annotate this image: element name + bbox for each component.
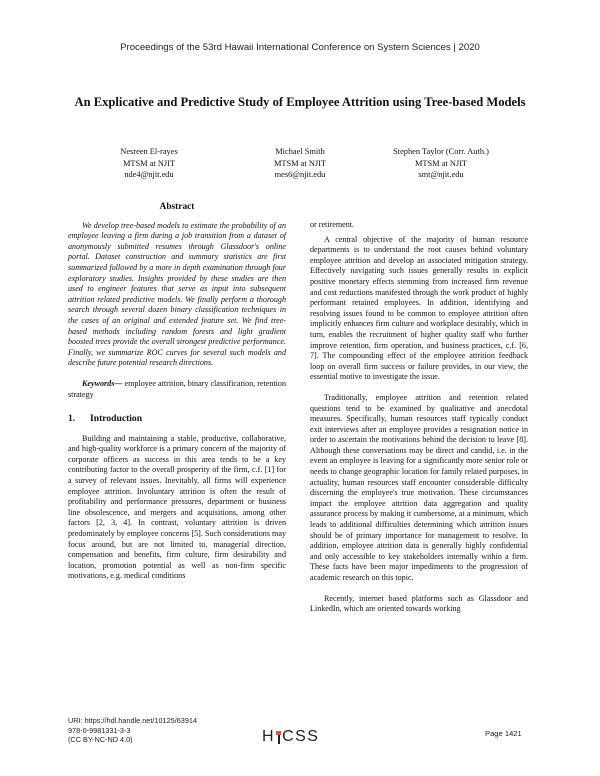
footer-isbn: 978-0-9981331-3-3 <box>68 725 131 735</box>
author-affiliation: MTSM at NJIT <box>414 158 468 168</box>
author-block-3 <box>366 146 516 181</box>
author-affiliation: MTSM at NJIT <box>273 158 327 168</box>
abstract-body <box>68 221 286 369</box>
author-affiliation: MTSM at NJIT <box>122 158 176 168</box>
author-name: Stephen Taylor (Corr. Auth.) <box>393 147 489 156</box>
keywords-label: Keywords— <box>82 378 123 388</box>
keywords-text: employee attrition, binary classification, retention strategy <box>68 378 287 399</box>
intro-paragraph-2: A central objective of the majority of human resource departments is to understand the root causes behind voluntary employee attrition and develop an associated mitigation strategy. Effectively navigating such issues generally results in explicit positive monetary effects stemming from increased firm revenue and cost reductions manifested through the work product of highly performant retained employees. In addition, identifying and resolving issues found to be common to employee attrition often implicitly enhances firm culture and workplace desirably, which in turn, enables the recruitment of higher quality staff who further improve retention, firm operation, and business practices, c.f. [6, 7]. The compounding effect of the employee attrition feedback loop on overall firm success or failure provides, in our view, the essential motive to investigate the issue. <box>310 234 528 382</box>
author-block-1 <box>74 146 224 181</box>
author-email: mes6@njit.edu <box>274 170 326 179</box>
page-number: Page 1421 <box>485 729 522 738</box>
footer-license: (CC BY-NC-ND 4.0) <box>68 735 133 745</box>
section-title: Introduction <box>90 413 143 425</box>
section-number: 1. <box>68 413 76 425</box>
author-name: Nesreen El-rayes <box>120 147 178 156</box>
footer-info <box>68 716 197 745</box>
conference-header: Proceedings of the 53rd Hawaii International Conference on System Sciences | 2020 <box>120 42 480 53</box>
paper-title: An Explicative and Predictive Study of Employee Attrition using Tree-based Models <box>74 95 526 109</box>
author-name: Michael Smith <box>275 147 325 156</box>
hicss-logo: H C S S <box>262 728 320 745</box>
intro-paragraph-3: Traditionally, employee attrition and retention related questions tend to be examined by qualitative and anecdotal measures. Specifically, human resources staff typically conduct exit interviews after an employee provides a resignation notice in order to ascertain the motivations behind the decision to leave [8]. Although these conversations may be direct and candid, i.e. in the event an employee is leaving for a significantly more senior role or needs to change geographic location for family related purposes, in actuality, human resources staff encounter considerable difficulty discerning the employee's true motivation. These circumstances impact the employee attrition data aggregation and quality assurance process by making it cumbersome, at a minimum, which leads to additional difficulties determining which attrition issues should be of primary importance for management to resolve. In addition, employee attrition data is generally highly confidential and only accessible to key stakeholders internally within a firm. These facts have been major impediments to the progression of academic research on this topic. <box>310 392 528 582</box>
author-block-2 <box>225 146 375 181</box>
logo-dot-icon <box>276 731 281 735</box>
author-email: smt@njit.edu <box>418 170 464 179</box>
intro-paragraph-4: Recently, internet based platforms such as Glassdoor and LinkedIn, which are oriented towards working <box>310 593 528 614</box>
author-email: nde4@njit.edu <box>124 170 174 179</box>
intro-continuation: or retirement. <box>310 220 355 229</box>
abstract-heading: Abstract <box>159 202 195 212</box>
intro-paragraph-1: Building and maintaining a stable, productive, collaborative, and high-quality workforce is a primary concern of the majority of corporate officers as success in this area tends to be a key contributing factor to the overall prosperity of the firm, c.f. [1] for a survey of relevant issues. Inevitably, all firms will experience employee attrition. Involuntary attrition is often the result of profitability and performance pressures, department or business line obsolescence, and mergers and acquisitions, among other factors [2, 3, 4]. In contrast, voluntary attrition is driven predominately by employee concerns [5]. Such considerations may focus around, but are not limited to, managerial direction, compensation and benefits, firm culture, firm desirability and location, promotion potential as well as non-firm specific motivations, e.g. medical conditions <box>68 433 286 581</box>
section-heading <box>68 414 286 425</box>
left-column <box>68 202 286 582</box>
logo-letter-i <box>275 731 282 744</box>
abstract-text: We develop tree-based models to estimate the probability of an employee leaving a firm during a job transition from a dataset of anonymously submitted resumes through Glassdoor's online portal. Dataset construction and summary statistics are first summarized followed by a more in depth examination through four exploratory studies. Insights provided by these studies are then used to engineer features that serve as input into subsequent attrition related predictive models. We finally perform a thorough search through several dozen binary classification techniques in the cases of an original and extended feature set. We find tree-based methods including random forests and light gradient boosted trees provide the overall strongest predictive performance. Finally, we summarize ROC curves for several such models and describe future potential research directions. <box>68 220 286 368</box>
keywords-line <box>68 379 286 400</box>
footer-uri: URI: https://hdl.handle.net/10125/63914 <box>68 716 198 725</box>
right-column <box>310 220 528 615</box>
